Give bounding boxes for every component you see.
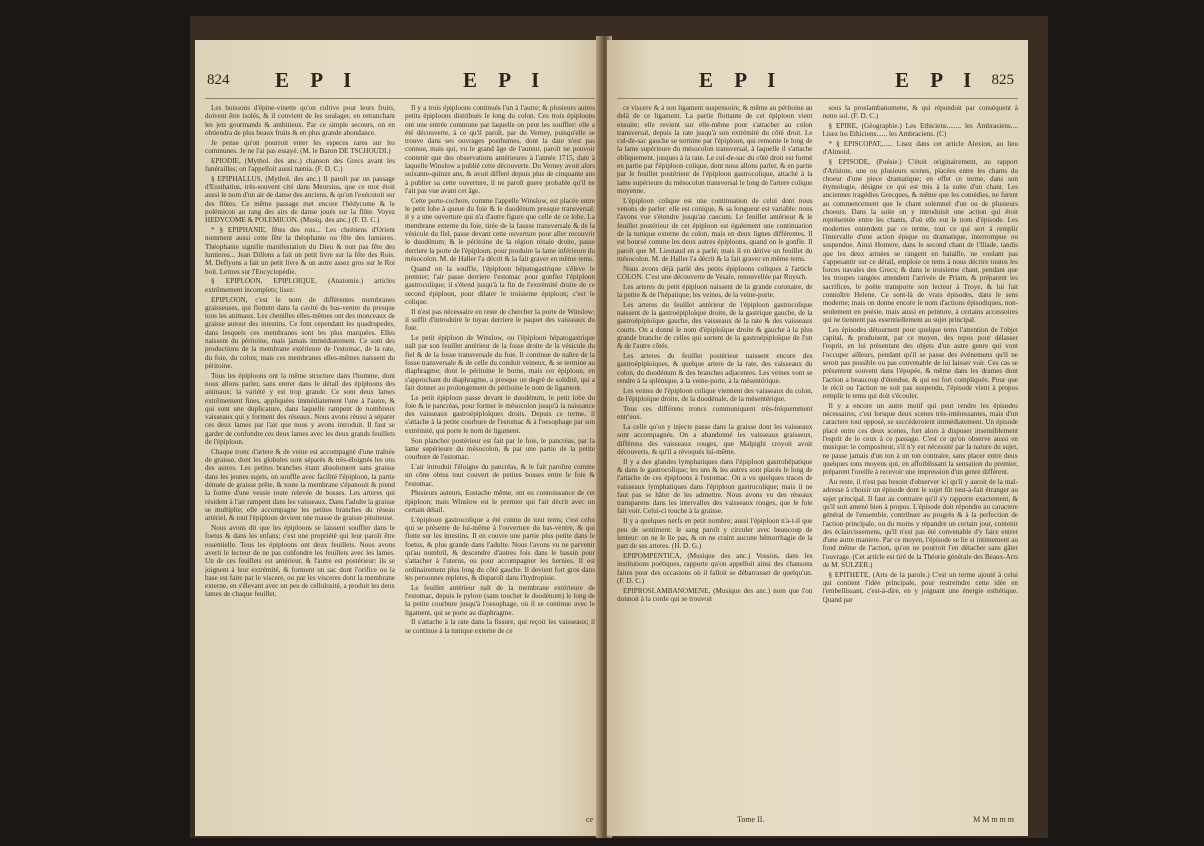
- paragraph: sous la proslambanomene, & qui répondoit par conséquent à notre sol. (F. D. C.): [822, 104, 1018, 121]
- paragraph: Il y a trois épiploons continués l'un à l'autre; & plusieurs autres petits épiploons distribués le long du colon. Ces trois épiploons ont une entrée commune par laquelle on peut les souffler: elle a été découverte, à ce qu'il paroît, par du Verney, puisqu'elle se trouve dans ses ouvrages posthumes, dont la date n'est pas connue, mais qui, vu le grand âge de l'auteur, paroît ne pouvoir contenir que des observations antérieures à l'année 1715, date à laquelle Winslow a publié cette découverte. Du Verney avoit alors soixante-quinze ans, & avoit differé depuis plus de cinquante ans à publier sa cette ouverture, il ne paroît guere probable qu'il ne l'ait pas vue avant cet âge.: [405, 104, 595, 195]
- paragraph: Il s'attache à la rate dans la fissure, qui reçoit les vaisseaux; il se continue à la tunique externe de ce: [405, 618, 595, 635]
- paragraph: § EPIPLOON, EPIPLOIQUE, (Anatomie.) articles extrêmement incomplets; lisez:: [205, 277, 395, 294]
- paragraph: L'épiploon gastrocolique a été connu de tout tems; c'est celui qui se présente de lui-même à l'ouverture du bas-ventre, & qui flotte sur les intestins. Il en couvre une partie plus petite dans le foetus, & plus grande dans l'adulte. Nous l'avons vu ne parvenir qu'au nombril, & descendre d'autres fois dans le bassin pour s'attacher à l'uterus, ou pour accompagner les hernies. Il est ordinairement plus long du côté gauche. Il devient fort gros dans les personnes repletes, & disparoît dans l'hydropisie.: [405, 515, 595, 582]
- column-1: [205, 104, 395, 806]
- text-columns: [205, 104, 595, 806]
- right-page: [607, 40, 1028, 836]
- paragraph: Le petit épiploon passe devant le duodénum, le petit lobe du foie & le pancréas, pour former le mésocolon jusqu'à la naissance des vaisseaux gastroépiploïques droits. Depuis ce terme, il s'attache à la petite courbure de l'estomac & à l'oesophage par son extrémité, qui porte le nom de ligament.: [405, 393, 595, 435]
- column-2: [405, 104, 595, 806]
- page-number: 824: [207, 72, 230, 88]
- paragraph: EPIPLOON, c'est le nom de différentes membranes graisseuses, qui flottent dans la cavité du bas-ventre du presque tous les animaux. Les chenilles elles-mêmes ont des monceaux de graisse autour des intestins. Ce font cependant les quadrupedes, dans lesquels ces membranes sont les plus marquées. Elles naissent du péritoine, mais jamais immédiatement. Ce sont des productions de la membrane extérieure de l'estomac, de la rate, du foie, du colon; mais ces membranes elles-mêmes naissent du péritoine.: [205, 295, 395, 370]
- column-2: [823, 104, 1019, 806]
- paragraph: Il y a des glandes lymphatiques dans l'épiploon gastrohépatique & dans le gastrocolique; les uns & les autres sont placés le long de l'attache de ces épiploons à l'estomac. On a vu quelques traces de vaisseaux lymphatiques dans l'épiploon gastrocolique; mais il ne faut pas se hâter de les admettre. Nous avons vu des réseaux transparens dans les intervalles des vaisseaux rouges, que le foie fait voir. Celui-ci touche à la graisse.: [617, 457, 813, 516]
- text-columns: [617, 104, 1018, 806]
- column-1: [617, 104, 813, 806]
- paragraph: Il y a quelques nerfs en petit nombre; aussi l'épiploon n'a-t-il que peu de sentiment: le sang paroît y circuler avec beaucoup de lenteur: on ne le lie pas, & on ne craint aucune hémorrhagie de la part de ses arteres. (H. D. G.): [617, 517, 813, 551]
- paragraph: Les buissons d'épine-vinette qu'on cultive pour leurs fruits, doivent être isolés, & il convient de les soulager, en retranchant les jets gourmands & ambitieux. Par ce simple secours, on en obtiendra de plus beaux fruits & en plus grande abondance.: [205, 104, 395, 137]
- paragraph: Nous avons déjà parlé des petits épiploons coliques à l'article COLON. C'est une découverte de Vesale, renouvellée par Ruysch.: [617, 264, 813, 281]
- paragraph: Le feuillet antérieur naît de la membrane extérieure de l'estomac, depuis le pylore (sans toucher le duodénum) le long de la petite courbure jusqu'à l'oesophage, où il se continue avec le ligament, qui se porte au diaphragme.: [405, 583, 595, 617]
- paragraph: ce viscere & à son ligament suspensoire, & même au péritoine au delà de ce ligament. La partie flottante de cet épiploon vient ensuite; elle revient sur elle-même pour s'attacher au colon transversal, depuis la rate jusqu'à son extrémité du côté droit. Le cul-de-sac gauche se termine par l'épiploon, qui remonte le long de la lame supérieure du mésocolon transversal, à laquelle il s'attache obliquement, jusques à la rate. Le cul-de-sac du côté droit est formé en partie par l'épiploon colique, dont nous allons parler, & en partie par le feuillet postérieur de l'épiploon gastrocolique, attaché à la lame supérieure du mésocolon transversal le long de l'artere colique moyenne.: [617, 104, 813, 195]
- paragraph: § EPIPHALLUS, (Mythol. des anc.) Il paroît par un passage d'Eusthatius, très-souvent cité dans Meursius, que ce mot étoit aussi le nom d'un air de danse des anciens, & qu'on l'exécutoit sur des flûtes. Ce même passage met encore l'hédycome & le polémicon au rang des airs de danse joués sur la flûte. Voyez HEDYCOME & POLEMICON. (Musiq. des anc.) (F. D. C.): [205, 174, 395, 225]
- paragraph: Quand on la souffle, l'épiploon hépatogastrique s'éleve le premier; l'air passe derriere l'estomac pour gonfler l'épiploon gastrocolique; il s'étend jusqu'à la fin de l'extrémité droite de ce second épiploon, pour dilater le troisieme épiploon; c'est le colique.: [405, 264, 595, 306]
- paragraph: Au reste, il n'est pas besoin d'observer ici qu'il y auroit de la mal-adresse à choisir un épisode dont le sujet fût tout-à-fait étranger au sujet principal. Il faut au contraire qu'il s'y rapporte exactement, & qu'il soit amené bien à propos. L'épisode doit répondre au caractere général de l'ensemble, contribuer au progrès & à la perfection de l'action principale, ou du moins y répandre un certain jour, contenir des éclaircissemens, qu'il n'est pas été convenable d'y faire entrer d'une autre maniere. Par ce moyen, l'épisode se lie si intimement au fond même de l'action, qu'on ne pourroit l'en détacher sans gâter l'ouvrage. (Cet article est tiré de la Théorie générale des Beaux-Arts de M. SULZER.): [822, 478, 1018, 570]
- paragraph: Le petit épiploon de Winslow, ou l'épiploon hépatogastrique naît par son feuillet antérieur de la fosse droite de la vésicule du fiel & de la fosse transversale du foie. Il continue de naître de la fosse transversale & de celle du conduit veineux, & se termine au diaphragme; dont le péritoine le borne, mais cet épiploon, en s'approchant du diaphragme, a presque un degré de solidité, qui a fait donner au prolongement du péritoine le nom de ligament.: [405, 334, 595, 392]
- paragraph: La celle qu'on y injecte passe dans la graisse dont les vaisseaux sont accompagnés. On a abandonné les vaisseaux graisseux, différens des vaisseaux rouges, que Malpighi croyoit avoir découverts, & qu'il a révoqués lui-même.: [617, 422, 813, 456]
- paragraph: Il n'est pas nécessaire en reste de chercher la porte de Winslow; il suffit d'introduire le tuyau derriere le paquet des vaisseaux du foie.: [405, 307, 595, 333]
- paragraph: Il y a encore un autre motif qui peut rendre les épisodes nécessaires, c'est lorsque deux scenes très-intéressantes, mais d'un caractere tout opposé, se succéderoient immédiatement. Un épisode placé entre ces deux scenes, fort alors à disposer insensiblement l'esprit de le ceux à ce passage. C'est ce qu'on observe aussi en musique: le compositeur, s'il n'y est nécessité par la nature du sujet, ne passe jamais d'un ton à un ton contraire, sans placer entre deux quelques tons moyens qui, en affoiblissant la sensation du premier, préparent l'oreille à recevoir une impression d'un genre différent.: [822, 401, 1018, 477]
- left-page: [195, 40, 605, 836]
- running-head: E P I: [699, 68, 784, 92]
- paragraph: Son plancher postérieur est fait par le foie, le pancréas, par la lame supérieure du mésocolon, & par une partie de la petite courbure de l'estomac.: [405, 436, 595, 462]
- running-head: E P I: [463, 68, 548, 92]
- paragraph: L'épiploon colique est une continuation de celui dont nous venons de parler: elle est conique, & sa longueur est variable: nous l'avons vue s'étendre jusqu'au caecum. Le feuillet antérieur & le feuillet postérieur de cet épiploon est également une continuation de la tunique externe du colon, mais en deux lignes différentes. Il est boursé comme les deux autres épiploons, quand on le gonfle. Il paroît que M. Lieutaud en a parlé; mais il en dérive un feuillet du mésocolon. M. de Haller l'a décrit & la fait graver en même tems.: [617, 196, 813, 263]
- paragraph: Tous ces différens troncs communiquent très-fréquemment entr'eux.: [617, 404, 813, 422]
- paragraph: Les épisodes détournent pour quelque tems l'attention de l'objet capital, & produisent, par ce moyen, des repos pour délasser l'esprit, en lui présentant des objets d'un autre genre qui vont l'occuper ailleurs, pendant qu'il se passe des événemens qu'il ne seroit pas possible ou pas convenable de lui laisser voir. Ces cas se présentent souvent dans l'épopée, & même dans les drames dont l'action a beaucoup d'étendue, & qui est fort compliquée. Pour que le récit ou l'action ne soit pas suspendu, l'épisode vient à propos remplir le tems qui doit s'écouler.: [822, 325, 1018, 401]
- paragraph: Plusieurs auteurs, Eustache même, ont eu connoissance de cet épiploon; mais Winslow est le premier qui l'ait décrit avec un certain détail.: [405, 489, 595, 514]
- paragraph: Tous les épiploons ont la même structure dans l'homme, dont nous allons parler, sans entrer dans le détail des épiploons des animaux; la variété y est trop grande. Ce sont deux lames extrêmement fines, appliquées immédiatement l'une à l'autre, & qui sont une duplicature, dans laquelle rampent de nombreux vaisseaux qui y forment des réseaux. Nous avons réussi à séparer ces deux lames par l'air que nous y avons introduit. Il faut se garder de confondre ces deux lames avec les deux grands feuillets de l'épiploon.: [205, 371, 395, 447]
- paragraph: EPIODIE, (Mythol. des anc.) chanson des Grecs avant les funérailles; on l'appelloit aussi nænia. (F. D. C.): [205, 156, 395, 174]
- paragraph: * § EPISCOPAT,...... Lisez dans cet article Alexion, au lieu d'Almoid.: [822, 140, 1018, 157]
- paragraph: Chaque tronc d'artere & de veine est accompagné d'une traînée de graisse, dont les globules sont séparés & très-éloignés les uns des autres. Les petites branches étant absolument sans graisse dans les jeunes sujets, on souffle avec facilité l'épiploon, la partie dénuée de graisse prête, & toute la membrane s'épanouit & prend la forme d'une vessie toute relevée de bosses. Les arteres qui résident à l'air rampent dans les vaisseaux. Dans l'adulte la graisse se multiplie; elle accompagne les petites branches du réseau artériel, & tout l'épiploon devient une masse de graisse pituiteuse.: [205, 447, 395, 523]
- header-rule: [205, 98, 595, 99]
- paragraph: Nous avons dit que les épiploons se laissent souffler dans le foetus & dans les enfans; c'est une propriété qui leur paroît être essentielle. Tous les épiploons ont deux feuillets. Nous avons averti le lecteur de ne pas confondre les feuillets avec les lames. Un de ces feuillets est antérieur, & l'autre est postérieur: ils se joignent à leur extrémité, & forment un sac dont l'orifice ou la base est faite par le viscere, ou par les visceres dont la membrane externe, en s'élevant avec un peu de cellulosité, a produit les deux lames de chaque feuillet.: [205, 524, 395, 599]
- page-number: 825: [991, 72, 1014, 88]
- paragraph: § EPIRE, (Géographie.) Les Ethiciens........ les Ambrasiens.... Lisez les Ethiciens...... les Ambraciens. (C): [822, 122, 1018, 139]
- paragraph: Les arteres du petit épiploon naissent de la grande coronaire, de la petite & de l'hépatique; les veines, de la veine-porte.: [617, 282, 813, 300]
- paragraph: Cette porte-cochere, comme l'appelle Winslow, est placée entre le petit lobe à queue du foie & le duodénum presque transversal; il y a une ouverture qui n'a d'autre figure que celle de ce lobe. La membrane externe du foie, tirée de la fausse transversale & de la vésicule du fiel, passe devant cette ouverture pour aller recouvrir le duodénum; & le péritoine de la région rénale droite, passe derriere la porte de l'épiploon, pour produire la lame inférieure du mésocolon. M. de Haller l'a décrit & la fait graver en même tems.: [405, 196, 595, 263]
- paragraph: Les arteres du feuillet postérieur naissent encore des gastroépiploïques, & quelque artere de la rate, des vaisseaux du colon, du duodénum & des branches adjacentes. Les veines vont se rendre à la splénique, à la veine-porte, à la mésentérique.: [617, 352, 813, 385]
- catchword: ce: [585, 815, 593, 824]
- paragraph: Les arteres du feuillet antérieur de l'épiploon gastrocolique naissent de la gastroépiploïque droite, de la gastrique gauche, de la gastroépiploïque gauche, des vaisseaux de la rate & des vaisseaux courts. On a donné le nom d'épiploïque droite & gauche à la plus grande branche de celles qui sortent de la gastroépiploïque de l'un & de l'autre côtés.: [617, 300, 813, 351]
- paragraph: § EPISODE, (Poésie.) C'étoit originairement, au rapport d'Aristote, une ou plusieurs scenes, placées entre les chants du choeur d'une piece dramatique; en effet ce terme, dans son étymologie, désigne ce qui est mis à la suite d'un chant. Les anciennes tragédies Grecques, & même que les comédies, ne furent au commencement que le chant solemnel d'un ou de plusieurs choeurs. Dans la suite on y introduisit une action qui étoit représentée entre les chants, d'où elle eut le nom d'épisode. Les modernes entendent par ce terme, tout ce qui sert à remplir l'intervalle d'une action épique ou dramatique, interrompue ou suspendue. Ainsi Homere, dans le second chant de l'Iliade, tandis que les deux armées se rangent en bataille, ne voulant pas s'appesantir sur ce détail, emploie ce tems à nous décrire toutes les forces navales des Grecs; & dans le troisieme chant, pendant que les troupes rangées attendent l'arrivée de Priam, & préparent les sacrifices, le poëte transporte son lecteur à Troye, & lui fait connoître Helene. Ce sont-là de vrais épisodes, dans le sens moderne; mais on donne encore le nom d'actions épisodiques, non-seulement en poésie, mais aussi en peinture, à certains accessoires qui ne tiennent pas essentiellement au sujet principal.: [822, 158, 1018, 324]
- paragraph: EPIPROSLAMBANOMENE, (Musique des anc.) nom que l'on donnoit à la corde qui se trouvoit: [617, 586, 813, 603]
- paragraph: EPIPOMPENTICA, (Musique des anc.) Vossius, dans les institutions poétiques, rapporte qu'on appelloit ainsi des chansons faites pour des occasions où il falloit se débarrasser de quelqu'un. (F. D. C.): [617, 551, 813, 585]
- paragraph: L'air introduit l'éloigne du pancréas, & le fait paroître comme un cône obtus tout couvert de petites bosses entre le foie & l'estomac.: [405, 462, 595, 488]
- paragraph: * § EPIPHANIE, fêtes des rois... Les chrétiens d'Orient nomment aussi cette fête la théophanie ou fête des lumieres. Théophanie signifie manifestation du Dieu & non pas fête des lumieres... Jean Dillons a fait un petit livre sur la fête des Rois. M. Deflyons a fait un petit livre & un autre assez gros sur le Roi boit. Lettres sur l'Encyclopédie.: [205, 226, 395, 276]
- paragraph: Les veines de l'épiploon colique viennent des vaisseaux du colon, de l'épiploïque droite, de la duodénale, de la mésentérique.: [617, 386, 813, 404]
- running-head: E P I: [895, 68, 980, 92]
- signature: Tome II.: [737, 815, 765, 824]
- paragraph: § EPITHETE, (Arts de la parole.) C'est un terme ajouté à celui qui contient l'idée principale, pour restreindre cette idée en l'embellissant, c'est-à-dire, en y joignant une énergie esthétique. Quand par: [822, 570, 1018, 604]
- catchword: M M m m m: [973, 815, 1014, 824]
- paragraph: Je pense qu'on pourroit enter les especes rares sur les communes. Je ne l'ai pas essayé. (M. le Baron DE TSCHOUDI.): [205, 138, 395, 155]
- running-head: E P I: [275, 68, 360, 92]
- header-rule: [617, 98, 1018, 99]
